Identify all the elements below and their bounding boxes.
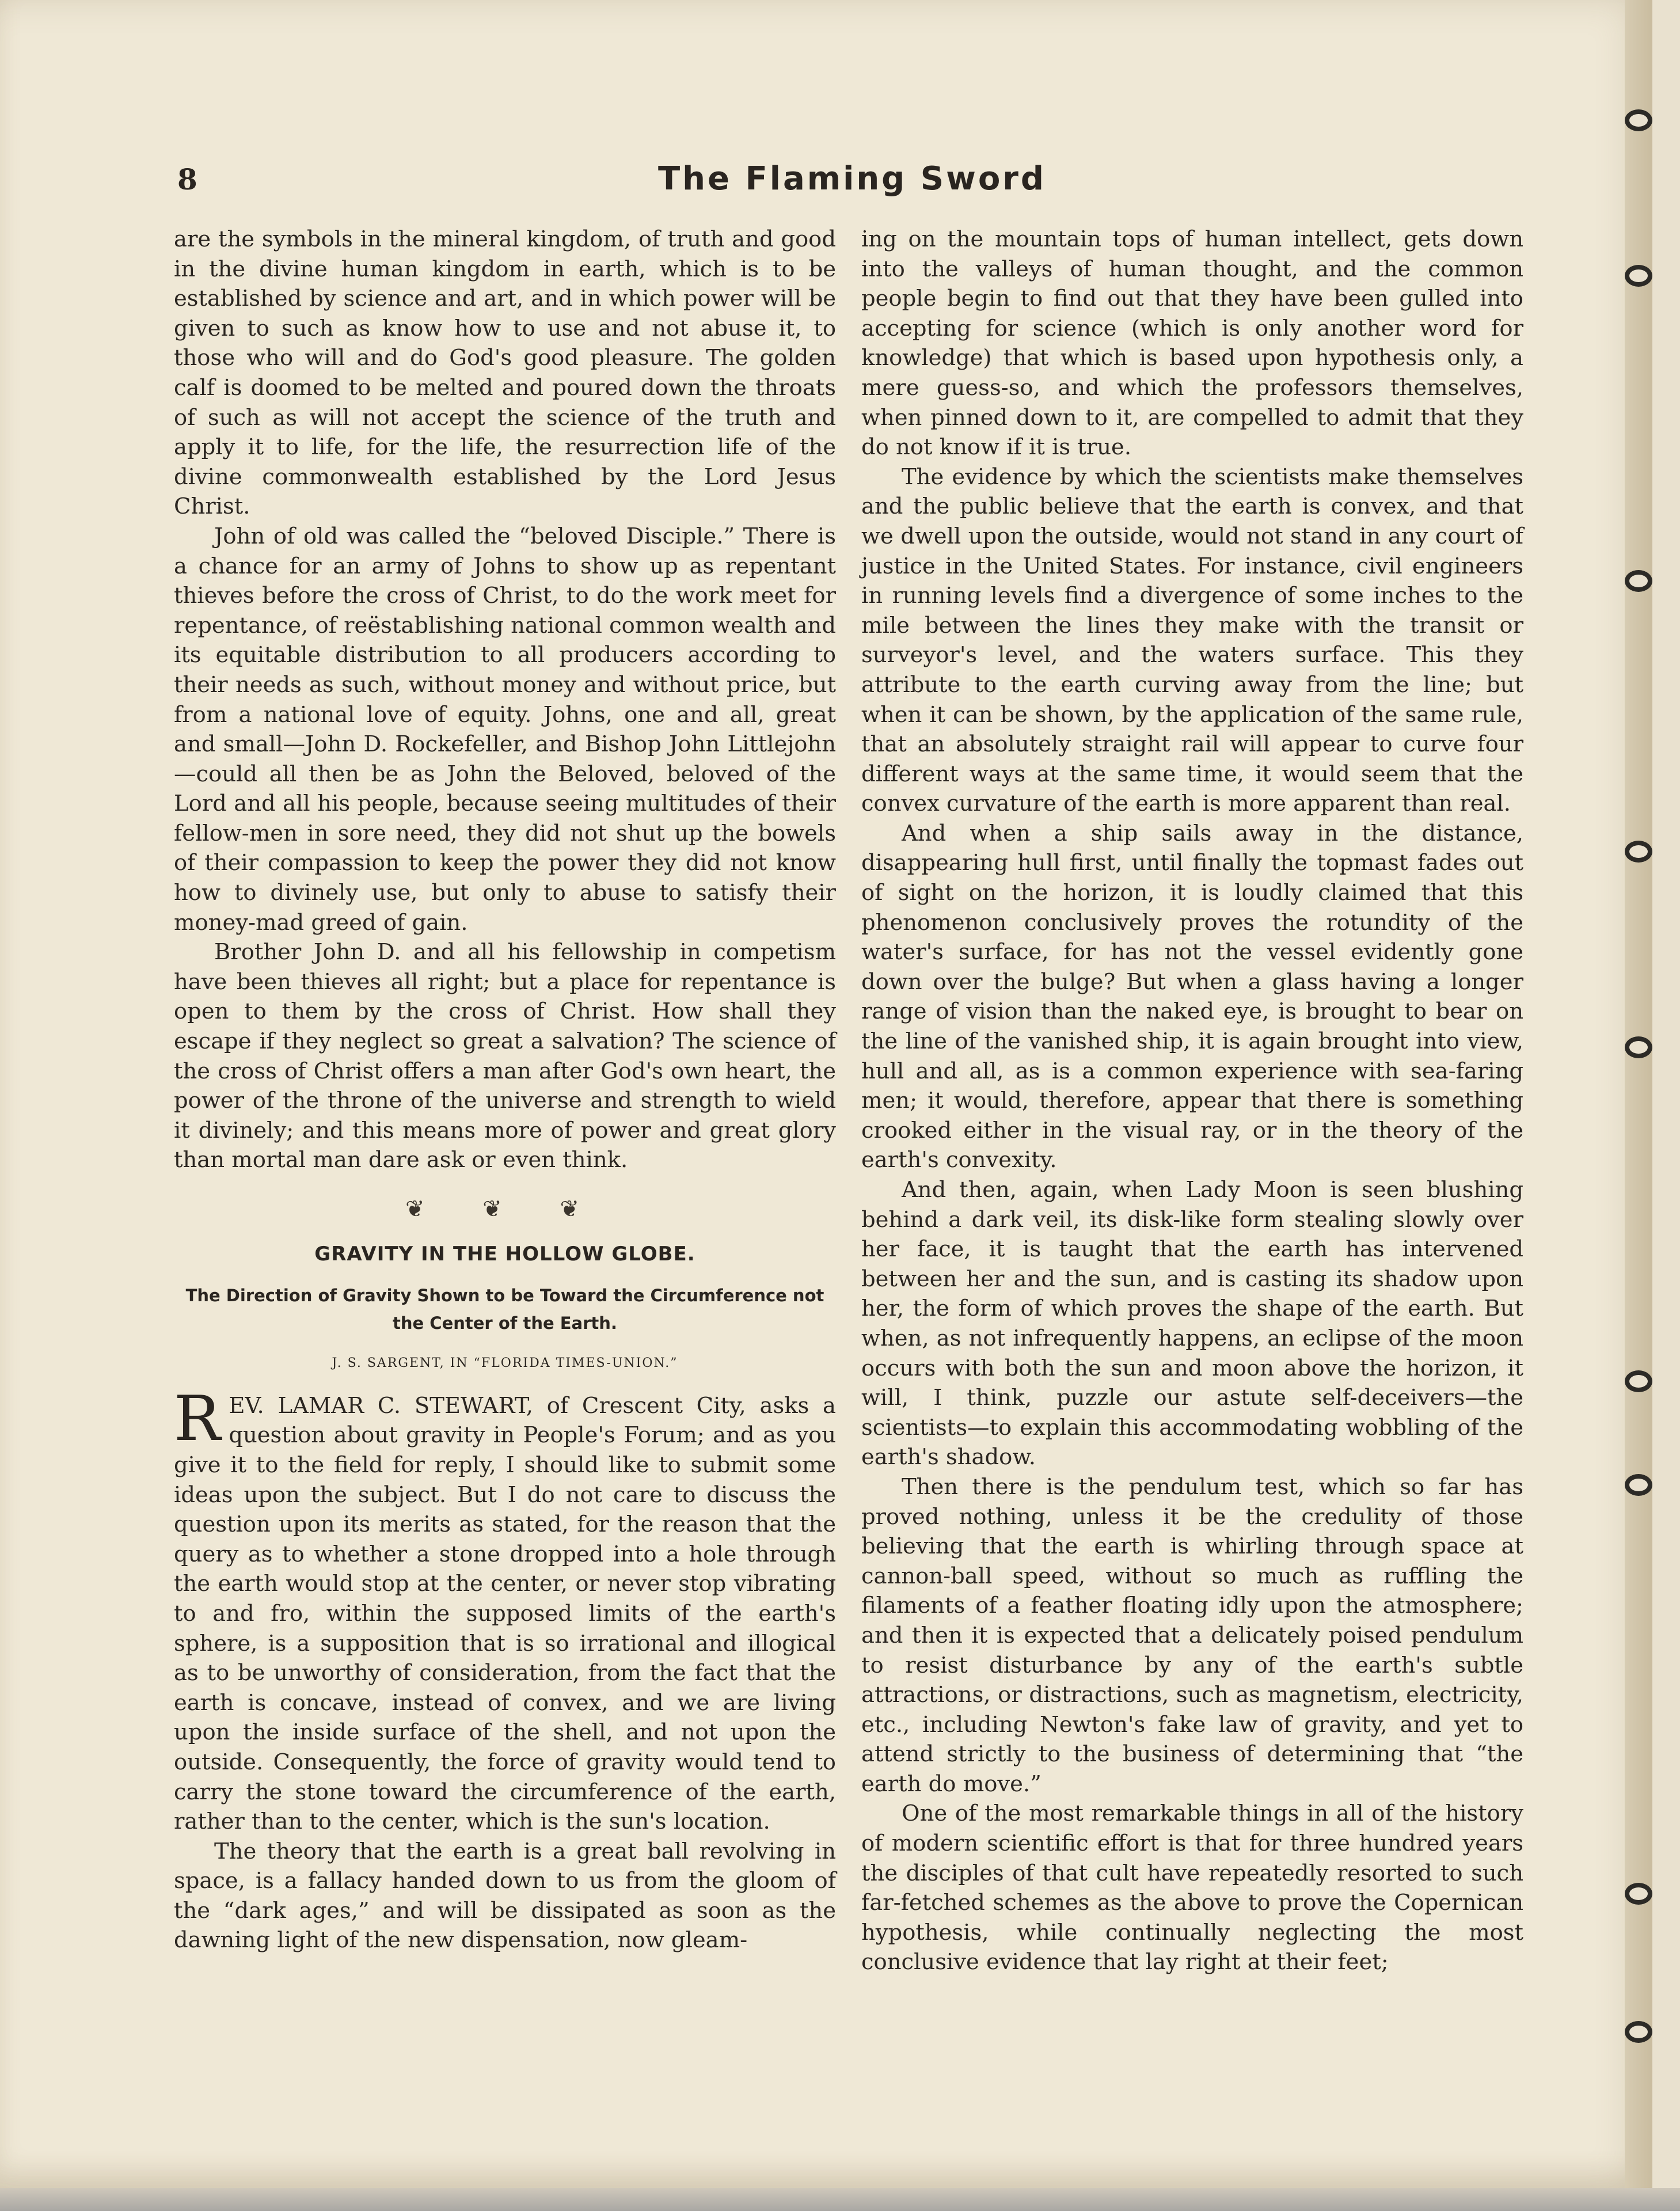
paragraph: ing on the mountain tops of human intellect, gets down into the valleys of human thought, and the common people begin to find out that they have been gulled into accepting for science (which is only another word for knowledge) that which is based upon hypothesis only, a mere guess-so, and which the professors themselves, when pinned down to it, are compelled to admit that they do not know if it is true.	[861, 226, 1523, 461]
paragraph: And then, again, when Lady Moon is seen blushing behind a dark veil, its disk-like form stealing slowly over her face, it is taught that the earth has intervened between her and the sun, and is casting its shadow upon her, the form of which proves the shape of the earth. But when, as not infrequently happens, an eclipse of the moon occurs with both the sun and moon above the horizon, it will, I think, puzzle our astute self-deceivers—the scientists—to explain this accommodating wobbling of the earth's shadow.	[861, 1177, 1523, 1471]
paragraph: are the symbols in the mineral kingdom, of truth and good in the divine human kingdom in earth, which is to be established by science and art, and in which power will be given to such as know how to use and not abuse it, to those who will and do God's good pleasure. The golden calf is doomed to be melted and poured down the throats of such as will not accept the science of the truth and apply it to life, for the life, the resurrection life of the divine commonwealth established by the Lord Jesus Christ.	[174, 226, 836, 520]
article-title: GRAVITY IN THE HOLLOW GLOBE.	[314, 1242, 695, 1266]
binding-hole	[1625, 841, 1652, 863]
byline: J. S. SARGENT, IN “FLORIDA TIMES-UNION.”	[332, 1356, 678, 1371]
drop-cap: R	[174, 1382, 221, 1455]
paragraph: The theory that the earth is a great ball revolving in space, is a fallacy handed down to us from the gloom of the “dark ages,” and will be dissipated as soon as the dawning light of the new dispensation, now gleam-	[174, 1838, 836, 1954]
section-ornaments: ❦ ❦ ❦	[405, 1196, 605, 1222]
scan-bottom-edge	[0, 2188, 1680, 2211]
running-title: The Flaming Sword	[657, 160, 1047, 197]
binding-hole	[1625, 1036, 1652, 1058]
paragraph: And when a ship sails away in the distance, disappearing hull first, until finally the topmast fades out of sight on the horizon, it is loudly claimed that this phenomenon conclusively proves the rotundity of the water's surface, for has not the vessel evidently gone down over the bulge? But when a glass having a longer range of vision than the naked eye, is brought to bear on the line of the vanished ship, it is again brought into view, hull and all, as is a common experience with sea-faring men; it would, therefore, appear that there is something crooked either in the visual ray, or in the theory of the earth's convexity.	[861, 820, 1523, 1173]
paragraph: The evidence by which the scientists make themselves and the public believe that the earth is convex, and that we dwell upon the outside, would not stand in any court of justice in the United States. For instance, civil engineers in running levels find a divergence of some inches to the mile between the lines they make with the transit or surveyor's level, and the waters surface. This they attribute to the earth curving away from the line; but when it can be shown, by the application of the same rule, that an absolutely straight rail will appear to curve four different ways at the same time, it would seem that the convex curvature of the earth is more apparent than real.	[861, 464, 1523, 817]
paragraph: John of old was called the “beloved Disciple.” There is a chance for an army of Johns to show up as repentant thieves before the cross of Christ, to do the work meet for repentance, of reëstablishing national common wealth and its equitable distribution to all producers according to their needs as such, without money and without price, but from a national love of equity. Johns, one and all, great and small—John D. Rockefeller, and Bishop John Littlejohn—could all then be as John the Beloved, beloved of the Lord and all his people, because seeing multitudes of their fellow-men in sore need, they did not shut up the bowels of their compassion to keep the power they did not know how to divinely use, but only to abuse to satisfy their money-mad greed of gain.	[174, 523, 836, 936]
paragraph: One of the most remarkable things in all of the history of modern scientific effort is that for three hundred years the disciples of that cult have repeatedly resorted to such far-fetched schemes as the above to prove the Copernican hypothesis, while continually neglecting the most conclusive evidence that lay right at their feet;	[861, 1800, 1523, 1976]
paragraph: Brother John D. and all his fellowship in competism have been thieves all right; but a place for repentance is open to them by the cross of Christ. How shall they escape if they neglect so great a salvation? The science of the cross of Christ offers a man after God's own heart, the power of the throne of the universe and strength to wield it divinely; and this means more of power and great glory than mortal man dare ask or even think.	[174, 939, 836, 1173]
paragraph-text: EV. LAMAR C. STEWART, of Crescent City, asks a question about gravity in People's Forum; and as you give it to the field for reply, I should like to submit some ideas upon the subject. But I do not care to discuss the question upon its merits as stated, for the reason that the query as to whether a stone dropped into a hole through the earth would stop at the center, or never stop vibrating to and fro, within the supposed limits of the earth's sphere, is a supposition that is so irrational and illogical as to be unworthy of consideration, from the fact that the earth is concave, instead of convex, and we are living upon the inside surface of the shell, and not upon the outside. Consequently, the force of gravity would tend to carry the stone toward the circumference of the earth, rather than to the center, which is the sun's location.	[174, 1392, 836, 1835]
binding-hole	[1625, 109, 1652, 131]
binding-edge	[1625, 0, 1652, 2188]
right-column	[861, 225, 1523, 1977]
binding-hole	[1625, 570, 1652, 592]
binding-hole	[1625, 1370, 1652, 1392]
left-column	[174, 225, 836, 1955]
article-subtitle: The Direction of Gravity Shown to be Toward the Circumference not the Center of the Earth.	[185, 1286, 824, 1334]
binding-hole	[1625, 1474, 1652, 1496]
paragraph: Then there is the pendulum test, which so far has proved nothing, unless it be the credulity of those believing that the earth is whirling through space at cannon-ball speed, without so much as ruffling the filaments of a feather floating idly upon the atmosphere; and then it is expected that a delicately poised pendulum to resist disturbance by any of the earth's subtle attractions, or distractions, such as magnetism, electricity, etc., including Newton's fake law of gravity, and yet to attend strictly to the business of determining that “the earth do move.”	[861, 1473, 1523, 1797]
binding-hole	[1625, 265, 1652, 287]
binding-hole	[1625, 2021, 1652, 2043]
page-number: 8	[177, 162, 197, 196]
binding-hole	[1625, 1883, 1652, 1905]
paragraph	[174, 1382, 836, 1837]
